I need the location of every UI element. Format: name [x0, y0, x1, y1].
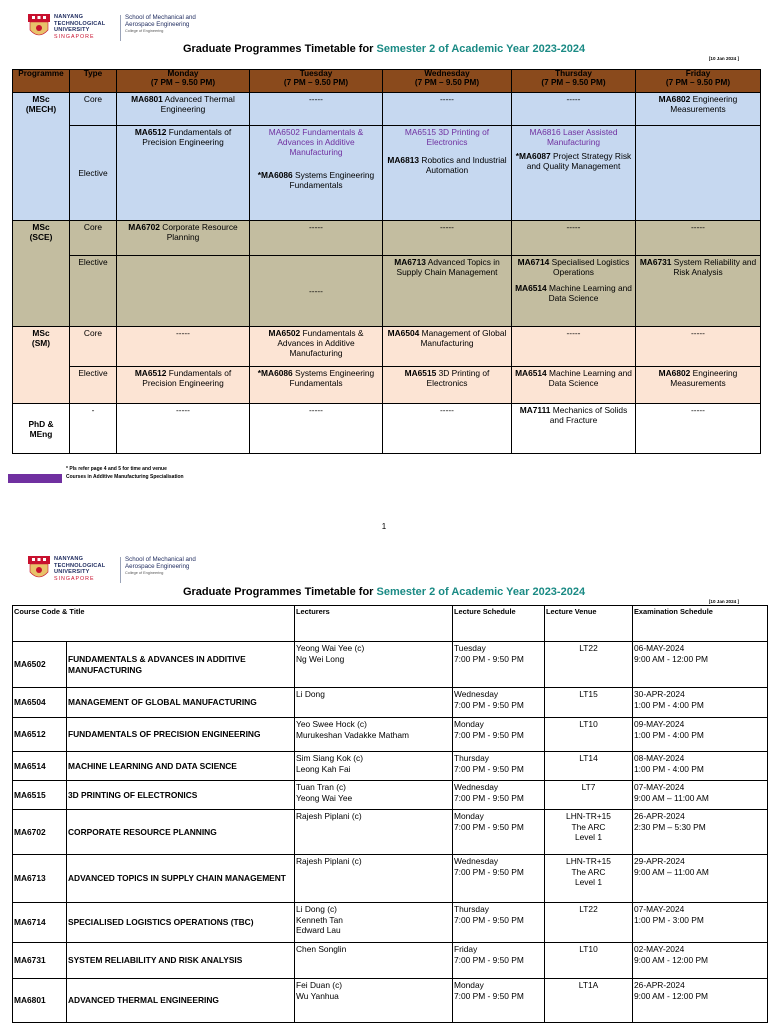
footnote-specialisation: Courses in Additive Manufacturing Specialisation [66, 474, 184, 480]
course-cell: MA6504 Management of Global Manufacturing [383, 327, 512, 367]
course-schedule: Wednesday 7:00 PM - 9:50 PM [453, 855, 545, 903]
course-exam: 06-MAY-2024 9:00 AM - 12:00 PM [633, 642, 768, 688]
course-lecturers: Li Dong [295, 688, 453, 718]
course-lecturers: Li Dong (c) Kenneth Tan Edward Lau [295, 903, 453, 943]
course-title: 3D PRINTING OF ELECTRONICS [67, 781, 295, 810]
course-venue: LT7 [545, 781, 633, 810]
course-cell: MA6512 Fundamentals of Precision Engineering [117, 126, 250, 221]
course-row [13, 943, 768, 979]
type-cell: - [70, 404, 117, 454]
row-sm-core [13, 327, 761, 367]
empty-cell: ----- [636, 404, 761, 454]
course-cell: MA6802 Engineering Measurements [636, 367, 761, 404]
course-exam: 26-APR-2024 2:30 PM – 5:30 PM [633, 810, 768, 855]
course-cell: MA6515 3D Printing of Electronics MA6813 Robotics and Industrial Automation [383, 126, 512, 221]
course-row [13, 642, 768, 688]
page-number: 1 [381, 522, 387, 531]
type-cell: Elective [70, 126, 117, 221]
ntu-wordmark: NANYANG TECHNOLOGICAL UNIVERSITY SINGAPORE [54, 556, 106, 582]
course-code: MA6512 [13, 718, 67, 752]
course-cell: MA6713 Advanced Topics in Supply Chain Management [383, 256, 512, 327]
header-type: Type [70, 70, 117, 93]
course-cell: MA6702 Corporate Resource Planning [117, 221, 250, 256]
school-name: School of Mechanical and Aerospace Engineering College of Engineering [125, 556, 196, 576]
empty-cell: ----- [250, 93, 383, 126]
revision-date: [10 Jan 2024 ] [708, 56, 739, 61]
course-venue: LT22 [545, 903, 633, 943]
course-row [13, 810, 768, 855]
course-schedule: Wednesday 7:00 PM - 9:50 PM [453, 688, 545, 718]
course-exam: 29-APR-2024 9:00 AM – 11:00 AM [633, 855, 768, 903]
course-row [13, 781, 768, 810]
empty-cell: ----- [383, 404, 512, 454]
course-code: MA6731 [13, 943, 67, 979]
course-row [13, 688, 768, 718]
course-title: MANAGEMENT OF GLOBAL MANUFACTURING [67, 688, 295, 718]
course-lecturers: Rajesh Piplani (c) [295, 810, 453, 855]
course-cell: MA6731 System Reliability and Risk Analysis [636, 256, 761, 327]
course-title: FUNDAMENTALS & ADVANCES IN ADDITIVE MANUFACTURING [67, 642, 295, 688]
empty-cell: ----- [512, 221, 636, 256]
type-cell: Elective [70, 256, 117, 327]
course-venue: LHN-TR+15 The ARC Level 1 [545, 855, 633, 903]
course-code: MA6515 [13, 781, 67, 810]
empty-cell [117, 256, 250, 327]
course-code: MA6714 [13, 903, 67, 943]
course-cell: MA6514 Machine Learning and Data Science [512, 367, 636, 404]
programme-sm: MSc (SM) [13, 327, 70, 404]
header-wednesday: Wednesday (7 PM – 9.50 PM) [383, 70, 512, 93]
header-exam: Examination Schedule [633, 606, 768, 642]
course-schedule: Thursday 7:00 PM - 9:50 PM [453, 903, 545, 943]
ntu-crest-icon [28, 556, 50, 582]
course-code: MA6702 [13, 810, 67, 855]
logo-divider [120, 15, 121, 41]
course-schedule: Tuesday 7:00 PM - 9:50 PM [453, 642, 545, 688]
course-exam: 30-APR-2024 1:00 PM - 4:00 PM [633, 688, 768, 718]
header-thursday: Thursday (7 PM – 9.50 PM) [512, 70, 636, 93]
row-sce-core [13, 221, 761, 256]
empty-cell: ----- [636, 327, 761, 367]
empty-cell: ----- [250, 256, 383, 327]
type-cell: Core [70, 221, 117, 256]
footnotes [66, 465, 184, 481]
row-sm-elective [13, 367, 761, 404]
empty-cell: ----- [636, 221, 761, 256]
course-title: ADVANCED TOPICS IN SUPPLY CHAIN MANAGEMENT [67, 855, 295, 903]
empty-cell: ----- [250, 221, 383, 256]
course-lecturers: Yeong Wai Yee (c) Ng Wei Long [295, 642, 453, 688]
course-table-header [13, 606, 768, 642]
type-cell: Elective [70, 367, 117, 404]
header-tuesday: Tuesday (7 PM – 9.50 PM) [250, 70, 383, 93]
course-schedule: Friday 7:00 PM - 9:50 PM [453, 943, 545, 979]
course-schedule: Thursday 7:00 PM - 9:50 PM [453, 752, 545, 781]
course-cell: MA6502 Fundamentals & Advances in Additive Manufacturing [250, 327, 383, 367]
course-venue: LT1A [545, 979, 633, 1023]
course-venue: LT10 [545, 718, 633, 752]
course-code: MA6801 [13, 979, 67, 1023]
empty-cell: ----- [117, 404, 250, 454]
course-cell: MA6802 Engineering Measurements [636, 93, 761, 126]
header-lecturers: Lecturers [295, 606, 453, 642]
row-mech-core [13, 93, 761, 126]
page-title: Graduate Programmes Timetable for Semester 2 of Academic Year 2023-2024 [182, 586, 586, 598]
course-title: ADVANCED THERMAL ENGINEERING [67, 979, 295, 1023]
course-exam: 08-MAY-2024 1:00 PM - 4:00 PM [633, 752, 768, 781]
course-cell: MA6714 Specialised Logistics Operations MA6514 Machine Learning and Data Science [512, 256, 636, 327]
empty-cell: ----- [512, 93, 636, 126]
course-lecturers: Fei Duan (c) Wu Yanhua [295, 979, 453, 1023]
header-programme: Programme [13, 70, 70, 93]
course-title: CORPORATE RESOURCE PLANNING [67, 810, 295, 855]
course-row [13, 718, 768, 752]
course-row [13, 855, 768, 903]
empty-cell: ----- [383, 93, 512, 126]
programme-phd: PhD & MEng [13, 404, 70, 454]
course-lecturers: Tuan Tran (c) Yeong Wai Yee [295, 781, 453, 810]
course-schedule: Monday 7:00 PM - 9:50 PM [453, 718, 545, 752]
ntu-wordmark: NANYANG TECHNOLOGICAL UNIVERSITY SINGAPORE [54, 14, 106, 40]
course-exam: 02-MAY-2024 9:00 AM - 12:00 PM [633, 943, 768, 979]
revision-date: [10 Jan 2024 ] [708, 599, 739, 604]
header-monday: Monday (7 PM – 9.50 PM) [117, 70, 250, 93]
course-code: MA6502 [13, 642, 67, 688]
course-venue: LT14 [545, 752, 633, 781]
empty-cell: ----- [117, 327, 250, 367]
course-cell: MA6515 3D Printing of Electronics [383, 367, 512, 404]
empty-cell [636, 126, 761, 221]
row-sce-elective [13, 256, 761, 327]
course-venue: LT22 [545, 642, 633, 688]
course-code: MA6514 [13, 752, 67, 781]
course-title: MACHINE LEARNING AND DATA SCIENCE [67, 752, 295, 781]
header-venue: Lecture Venue [545, 606, 633, 642]
course-lecturers: Chen Songlin [295, 943, 453, 979]
header-friday: Friday (7 PM – 9.50 PM) [636, 70, 761, 93]
course-schedule: Wednesday 7:00 PM - 9:50 PM [453, 781, 545, 810]
course-lecturers: Rajesh Piplani (c) [295, 855, 453, 903]
course-exam: 07-MAY-2024 1:00 PM - 3:00 PM [633, 903, 768, 943]
course-title: SPECIALISED LOGISTICS OPERATIONS (TBC) [67, 903, 295, 943]
empty-cell: ----- [383, 221, 512, 256]
empty-cell: ----- [512, 327, 636, 367]
specialisation-color-swatch [8, 474, 62, 483]
course-schedule: Monday 7:00 PM - 9:50 PM [453, 979, 545, 1023]
programme-sce: MSc (SCE) [13, 221, 70, 327]
course-cell: MA6801 Advanced Thermal Engineering [117, 93, 250, 126]
course-lecturers: Yeo Swee Hock (c) Murukeshan Vadakke Matham [295, 718, 453, 752]
course-lecturers: Sim Siang Kok (c) Leong Kah Fai [295, 752, 453, 781]
row-mech-elective [13, 126, 761, 221]
course-row [13, 979, 768, 1023]
page-title: Graduate Programmes Timetable for Semester 2 of Academic Year 2023-2024 [182, 43, 586, 55]
header-schedule: Lecture Schedule [453, 606, 545, 642]
header-course: Course Code & Title [13, 606, 295, 642]
course-row [13, 752, 768, 781]
course-row [13, 903, 768, 943]
ntu-crest-icon [28, 14, 50, 40]
timetable [12, 69, 761, 454]
course-venue: LT10 [545, 943, 633, 979]
footnote-venue: * Pls refer page 4 and 5 for time and venue [66, 466, 167, 472]
course-cell: MA7111 Mechanics of Solids and Fracture [512, 404, 636, 454]
course-cell: MA6816 Laser Assisted Manufacturing *MA6087 Project Strategy Risk and Quality Management [512, 126, 636, 221]
logo-divider [120, 557, 121, 583]
course-table [12, 605, 768, 1023]
course-exam: 09-MAY-2024 1:00 PM - 4:00 PM [633, 718, 768, 752]
course-cell: *MA6086 Systems Engineering Fundamentals [250, 367, 383, 404]
course-venue: LT15 [545, 688, 633, 718]
course-venue: LHN-TR+15 The ARC Level 1 [545, 810, 633, 855]
course-title: FUNDAMENTALS OF PRECISION ENGINEERING [67, 718, 295, 752]
type-cell: Core [70, 93, 117, 126]
course-code: MA6713 [13, 855, 67, 903]
type-cell: Core [70, 327, 117, 367]
row-phd [13, 404, 761, 454]
programme-mech: MSc (MECH) [13, 93, 70, 221]
school-name: School of Mechanical and Aerospace Engineering College of Engineering [125, 14, 196, 34]
course-code: MA6504 [13, 688, 67, 718]
course-cell: MA6502 Fundamentals & Advances in Additive Manufacturing *MA6086 Systems Engineering Fundamentals [250, 126, 383, 221]
timetable-header-row [13, 70, 761, 93]
course-title: SYSTEM RELIABILITY AND RISK ANALYSIS [67, 943, 295, 979]
empty-cell: ----- [250, 404, 383, 454]
course-exam: 07-MAY-2024 9:00 AM – 11:00 AM [633, 781, 768, 810]
course-cell: MA6512 Fundamentals of Precision Engineering [117, 367, 250, 404]
course-schedule: Monday 7:00 PM - 9:50 PM [453, 810, 545, 855]
course-exam: 26-APR-2024 9:00 AM - 12:00 PM [633, 979, 768, 1023]
